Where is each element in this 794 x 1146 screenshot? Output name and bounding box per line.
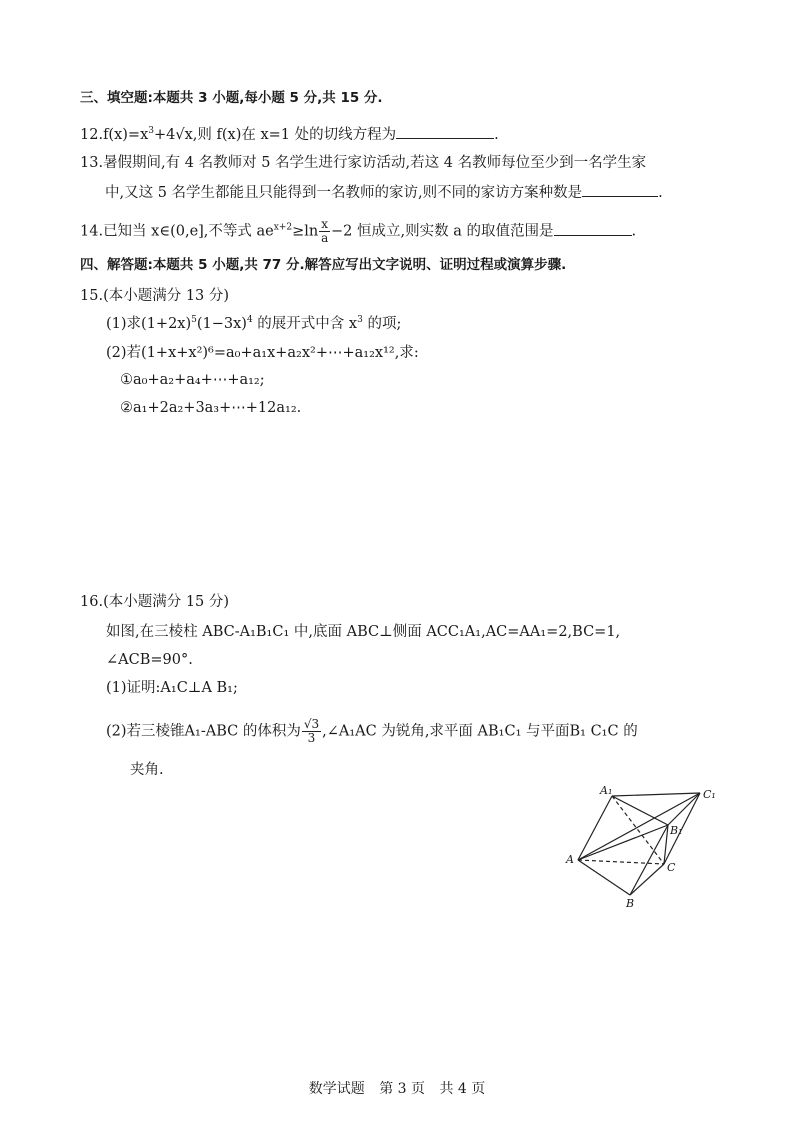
label-A: A	[566, 853, 574, 866]
q15-p1-a: (1)求(1+2x)	[106, 316, 192, 332]
q16-line2: ∠ACB=90°.	[106, 652, 193, 668]
q14-fraction	[319, 218, 330, 245]
q14-number: 14.	[80, 223, 104, 240]
question-14	[80, 218, 636, 245]
q16-frac-num: √3	[303, 717, 320, 731]
q16-part1: (1)证明:A₁C⊥A B₁;	[106, 680, 238, 696]
label-C1: C₁	[703, 788, 716, 801]
q16-part2-cont: 夹角.	[130, 762, 164, 778]
label-C: C	[667, 861, 676, 874]
edge-AC-dashed	[578, 860, 664, 864]
q13-answer-blank[interactable]	[582, 182, 658, 197]
q12-exp: 3	[148, 126, 154, 137]
prism-figure	[560, 778, 730, 910]
label-A1: A₁	[600, 784, 613, 797]
edge-A1C1	[612, 793, 700, 796]
edge-B1B	[630, 825, 668, 895]
q15-p1-exp4: 4	[246, 315, 253, 326]
q15-part1	[106, 314, 401, 334]
q16-volume-fraction	[302, 718, 321, 745]
q12-sqrt: √x	[175, 127, 193, 143]
q15-score: (本小题满分 13 分)	[103, 288, 230, 304]
q15-p1-exp3: 3	[357, 315, 363, 326]
edge-AB1	[578, 825, 668, 860]
section4-heading: 四、解答题:本题共 5 小题,共 77 分.解答应写出文字说明、证明过程或演算步骤.	[80, 257, 567, 273]
q16-part2	[106, 718, 638, 745]
edge-C1B1	[668, 793, 700, 825]
q12-mid: ,则 f(x)在 x=1 处的切线方程为	[192, 127, 397, 143]
q14-frac-den: a	[321, 231, 329, 245]
q16-frac-den: 3	[307, 731, 316, 745]
q16-p2-b: ,∠A₁AC 为锐角,求平面 AB₁C₁ 与平面B₁ C₁C 的	[322, 723, 638, 740]
q15-p1-b: (1−3x)	[196, 316, 247, 332]
q14-text2: ≥ln	[292, 223, 319, 240]
question-12	[80, 124, 499, 145]
footer-total: 共 4 页	[439, 1081, 486, 1097]
q15-p1-c: 的展开式中含 x	[252, 316, 358, 332]
label-B: B	[626, 897, 635, 910]
section3-heading: 三、填空题:本题共 3 小题,每小题 5 分,共 15 分.	[80, 90, 383, 106]
q15-sub2: ②a₁+2a₂+3a₃+⋯+12a₁₂.	[120, 400, 302, 416]
q16-line1: 如图,在三棱柱 ABC-A₁B₁C₁ 中,底面 ABC⊥侧面 ACC₁A₁,AC=AA₁=2,BC=1,	[106, 624, 621, 640]
question-13-line2	[105, 182, 663, 203]
q13-number: 13.	[80, 155, 104, 171]
q13-text1: 暑假期间,有 4 名教师对 5 名学生进行家访活动,若这 4 名教师每位至少到一名学生家	[103, 155, 647, 171]
footer-subject: 数学试题	[308, 1081, 365, 1097]
q15-p1-d: 的项;	[362, 316, 402, 332]
q12-number: 12.	[80, 127, 104, 143]
q15-part2: (2)若(1+x+x²)⁶=a₀+a₁x+a₂x²+⋯+a₁₂x¹²,求:	[106, 345, 419, 361]
label-B1: B₁	[670, 824, 683, 837]
edge-A1B1	[612, 796, 668, 825]
question-16-header	[80, 592, 229, 612]
q12-answer-blank[interactable]	[396, 124, 494, 139]
q15-number: 15.	[80, 288, 104, 304]
edge-AB	[578, 860, 630, 895]
q14-text3: −2 恒成立,则实数 a 的取值范围是	[331, 223, 554, 240]
q14-text1: 已知当 x∈(0,e],不等式 ae	[103, 223, 274, 240]
q12-end: .	[494, 127, 499, 143]
q15-sub1: ①a₀+a₂+a₄+⋯+a₁₂;	[120, 372, 265, 388]
q13-text2: 中,又这 5 名学生都能且只能得到一名教师的家访,则不同的家访方案种数是	[105, 185, 583, 201]
q14-frac-num: x	[321, 217, 329, 231]
q14-end: .	[631, 223, 637, 240]
q16-score: (本小题满分 15 分)	[103, 594, 230, 610]
question-15-header	[80, 286, 229, 306]
q14-answer-blank[interactable]	[554, 221, 632, 236]
q12-lead: f(x)=x	[103, 127, 149, 143]
q16-p2-a: (2)若三棱锥A₁-ABC 的体积为	[106, 723, 301, 740]
page-footer	[0, 1078, 794, 1098]
edge-CB	[630, 864, 664, 895]
q14-exp: x+2	[273, 222, 293, 233]
question-13-line1	[80, 153, 646, 173]
q12-plus: +4	[153, 127, 176, 143]
q13-end: .	[658, 185, 663, 201]
q16-number: 16.	[80, 594, 104, 610]
q15-p1-exp5: 5	[191, 315, 197, 326]
footer-page: 第 3 页	[379, 1081, 425, 1097]
